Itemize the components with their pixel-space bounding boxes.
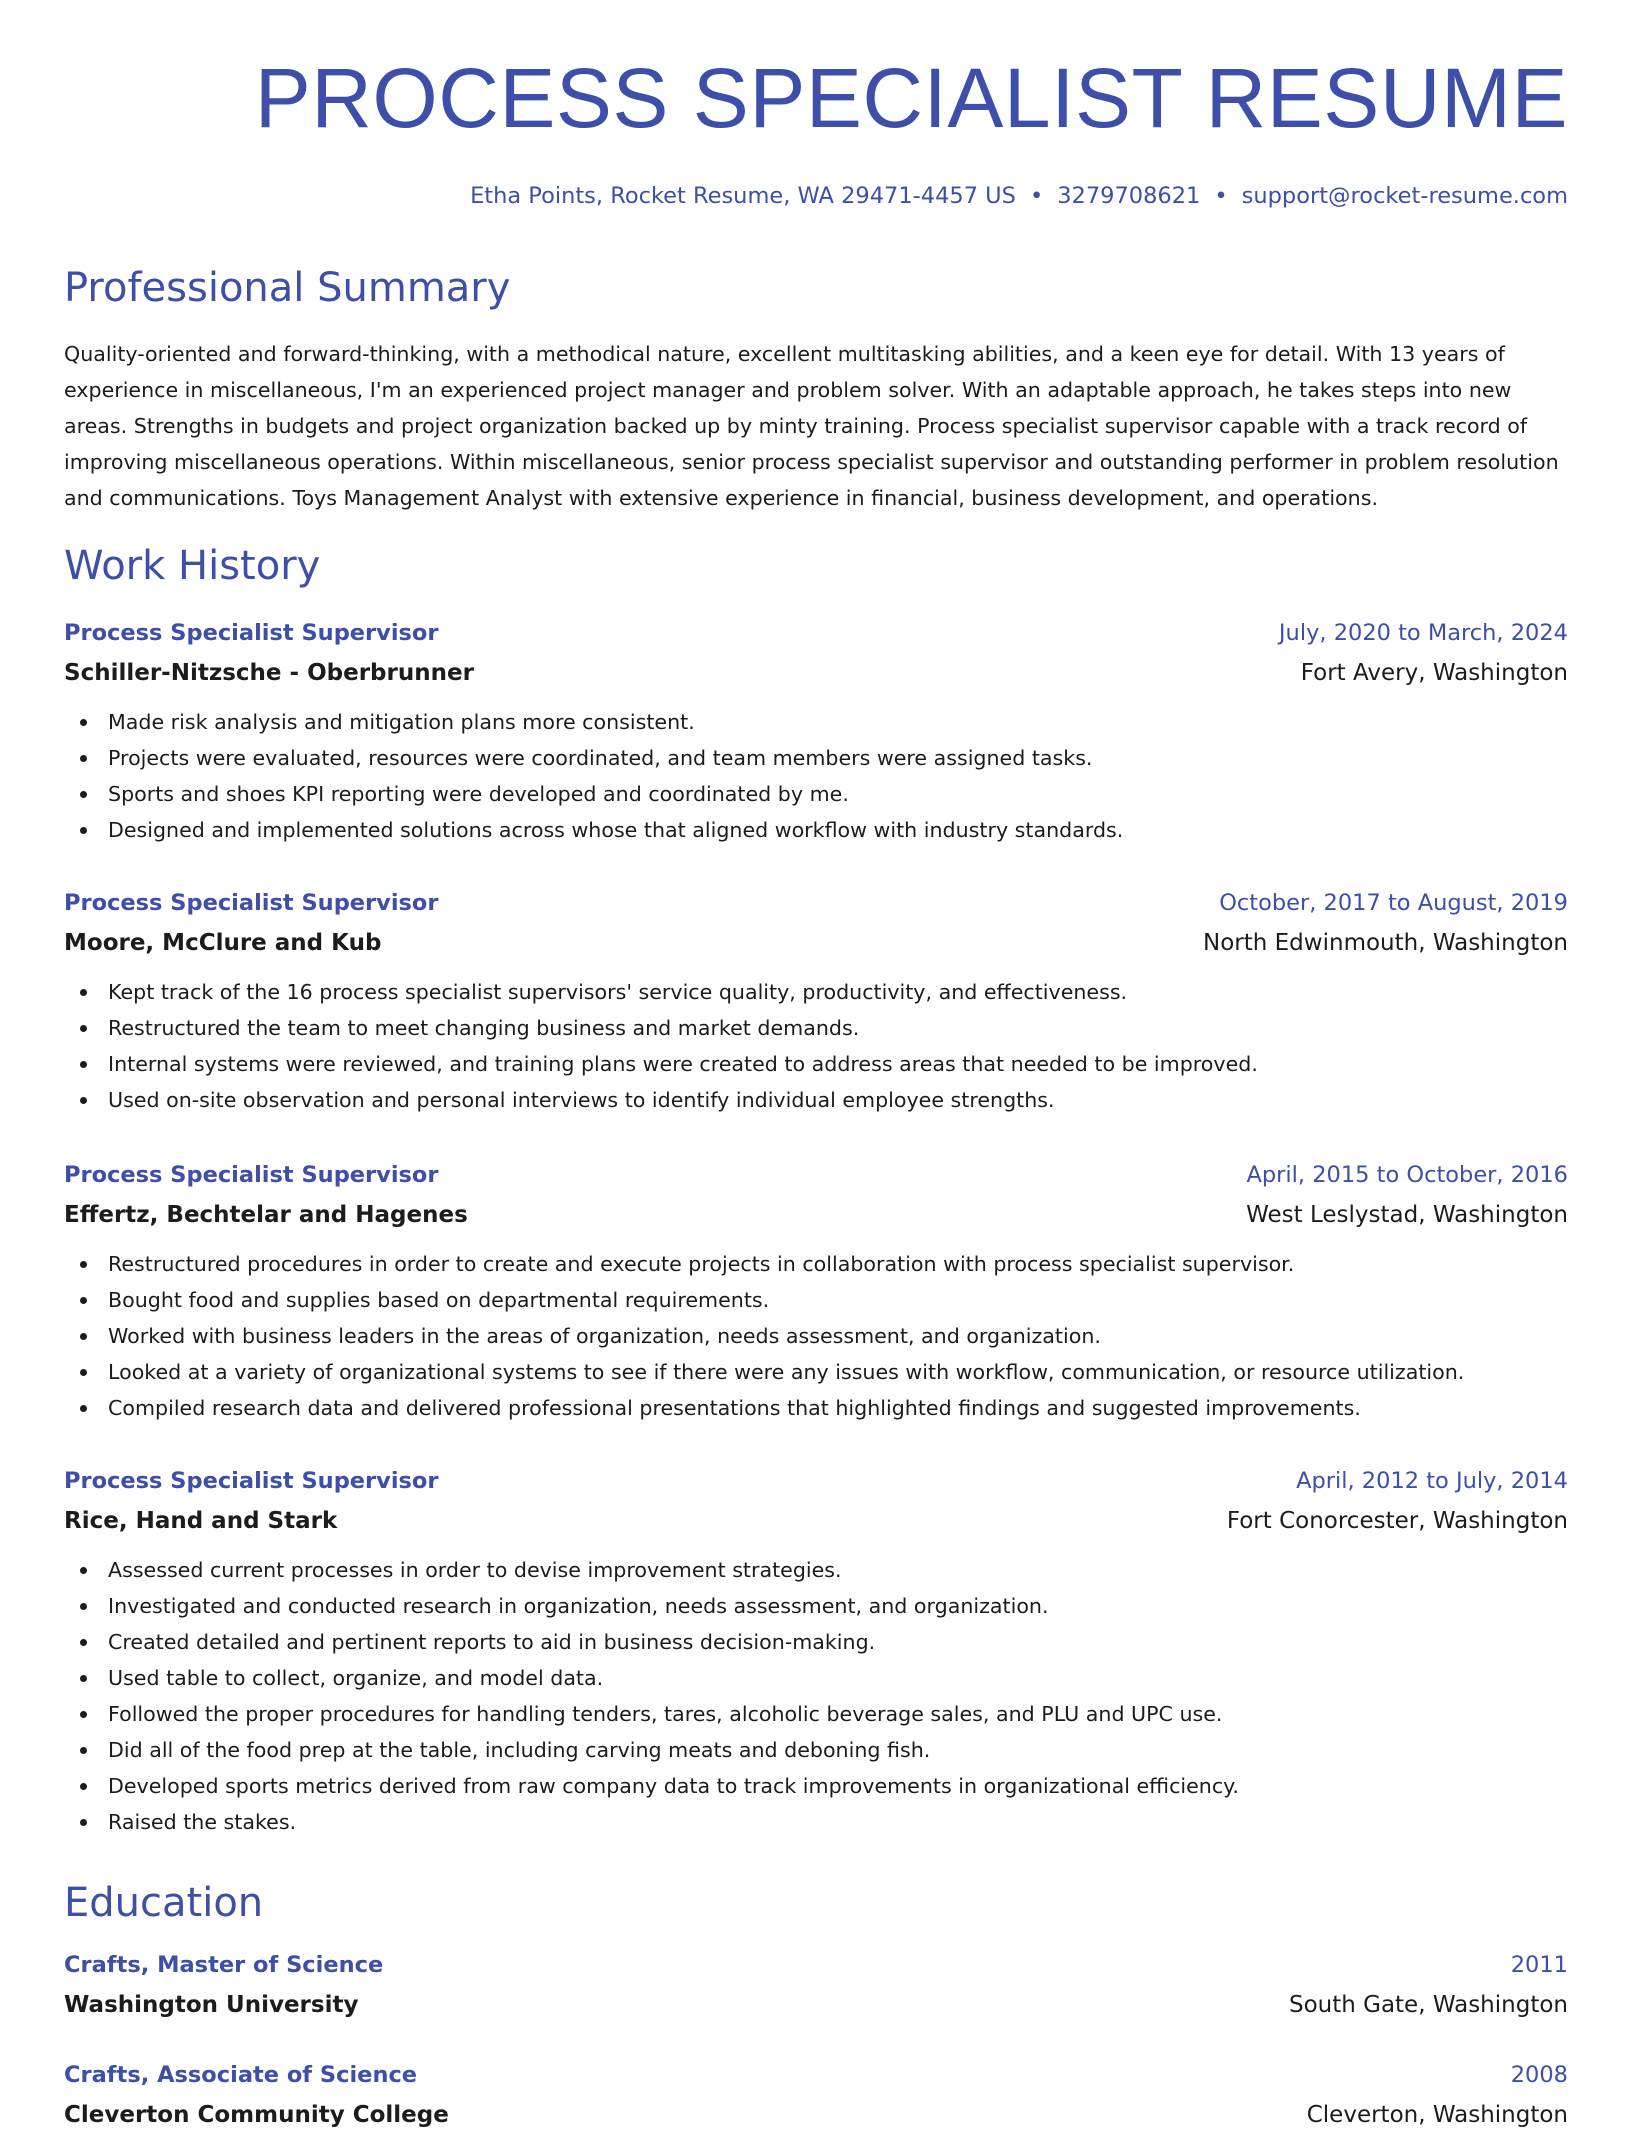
- education-school-row: [64, 2100, 1568, 2130]
- summary-text: Quality-oriented and forward-thinking, with a methodical nature, excellent multitasking abilities, and a keen eye for detail. With 13 years of experience in miscellaneous, I'm an experienced project manager and problem solver. With an adaptable approach, he takes steps into new areas. Strengths in budgets and project organization backed up by minty training. Process specialist supervisor capable with a track record of improving miscellaneous operations. Within miscellaneous, senior process specialist supervisor and outstanding performer in problem resolution and communications. Toys Management Analyst with extensive experience in financial, business development, and operations.: [64, 342, 1559, 510]
- bullet-dot: [80, 1639, 87, 1646]
- job-bullet-text: Investigated and conducted research in organization, needs assessment, and organization.: [108, 1594, 1049, 1618]
- job-bullet-text: Sports and shoes KPI reporting were developed and coordinated by me.: [108, 782, 849, 806]
- education-entry: [64, 2060, 1568, 2130]
- job-entry: [64, 1466, 1568, 1840]
- job-bullet: [64, 1390, 1568, 1426]
- bullet-dot: [80, 827, 87, 834]
- job-bullet: [64, 1046, 1568, 1082]
- bullet-dot: [80, 719, 87, 726]
- job-entry: [64, 888, 1568, 1118]
- job-entry: [64, 1160, 1568, 1426]
- job-bullets: [64, 1552, 1568, 1840]
- job-company: Moore, McClure and Kub: [64, 930, 382, 956]
- education-location: Cleverton, Washington: [1306, 2102, 1568, 2128]
- job-bullet-text: Made risk analysis and mitigation plans more consistent.: [108, 710, 695, 734]
- contact-address: Etha Points, Rocket Resume, WA 29471-4457 US: [470, 183, 1016, 209]
- education-heading: Education: [64, 1880, 264, 1926]
- job-bullet: [64, 1318, 1568, 1354]
- job-bullet-text: Created detailed and pertinent reports to aid in business decision-making.: [108, 1630, 876, 1654]
- job-bullet: [64, 1768, 1568, 1804]
- job-company: Rice, Hand and Stark: [64, 1508, 338, 1534]
- job-company: Effertz, Bechtelar and Hagenes: [64, 1202, 468, 1228]
- job-bullet: [64, 1282, 1568, 1318]
- bullet-dot: [80, 1675, 87, 1682]
- contact-separator: •: [1029, 183, 1044, 209]
- job-bullets: [64, 704, 1568, 848]
- job-company-row: [64, 1506, 1568, 1536]
- bullet-dot: [80, 1061, 87, 1068]
- education-school: Washington University: [64, 1992, 359, 2018]
- bullet-dot: [80, 989, 87, 996]
- job-company-row: [64, 928, 1568, 958]
- bullet-dot: [80, 1567, 87, 1574]
- bullet-dot: [80, 755, 87, 762]
- education-year: 2011: [1510, 1952, 1568, 1978]
- resume-title: PROCESS SPECIALIST RESUME: [254, 51, 1568, 145]
- job-bullet: [64, 1552, 1568, 1588]
- job-location: Fort Conorcester, Washington: [1226, 1508, 1568, 1534]
- job-header-row: [64, 1160, 1568, 1190]
- job-location: West Leslystad, Washington: [1246, 1202, 1568, 1228]
- contact-separator: •: [1214, 183, 1228, 209]
- bullet-dot: [80, 1333, 87, 1340]
- job-company-row: [64, 1200, 1568, 1230]
- job-bullet: [64, 1082, 1568, 1118]
- job-bullet: [64, 1624, 1568, 1660]
- education-degree: Crafts, Master of Science: [64, 1952, 384, 1978]
- education-year: 2008: [1510, 2062, 1568, 2088]
- job-role: Process Specialist Supervisor: [64, 1468, 439, 1494]
- education-header-row: [64, 1950, 1568, 1980]
- bullet-dot: [80, 1405, 87, 1412]
- job-bullet: [64, 1804, 1568, 1840]
- job-bullet-text: Assessed current processes in order to devise improvement strategies.: [108, 1558, 842, 1582]
- job-role: Process Specialist Supervisor: [64, 890, 439, 916]
- education-school: Cleverton Community College: [64, 2102, 449, 2128]
- bullet-dot: [80, 1783, 87, 1790]
- job-bullet: [64, 1660, 1568, 1696]
- job-bullet: [64, 974, 1568, 1010]
- education-location: South Gate, Washington: [1288, 1992, 1568, 2018]
- work-history-heading: Work History: [64, 543, 321, 589]
- job-role: Process Specialist Supervisor: [64, 1162, 439, 1188]
- job-location: Fort Avery, Washington: [1300, 660, 1568, 686]
- summary-heading: Professional Summary: [64, 265, 511, 311]
- bullet-dot: [80, 791, 87, 798]
- job-bullet-text: Worked with business leaders in the areas of organization, needs assessment, and organization.: [108, 1324, 1101, 1348]
- job-dates: July, 2020 to March, 2024: [1278, 620, 1568, 646]
- job-entry: [64, 618, 1568, 848]
- job-bullet-text: Restructured procedures in order to create and execute projects in collaboration with process specialist supervisor.: [108, 1252, 1295, 1276]
- job-bullet-text: Developed sports metrics derived from raw company data to track improvements in organizational efficiency.: [108, 1774, 1239, 1798]
- job-bullets: [64, 974, 1568, 1118]
- job-bullet: [64, 740, 1568, 776]
- bullet-dot: [80, 1369, 87, 1376]
- job-bullet: [64, 812, 1568, 848]
- job-bullet-text: Kept track of the 16 process specialist supervisors' service quality, productivity, and effectiveness.: [108, 980, 1128, 1004]
- job-company-row: [64, 658, 1568, 688]
- education-degree: Crafts, Associate of Science: [64, 2062, 418, 2088]
- bullet-dot: [80, 1097, 87, 1104]
- bullet-dot: [80, 1711, 87, 1718]
- job-bullet: [64, 1588, 1568, 1624]
- job-header-row: [64, 1466, 1568, 1496]
- job-bullet-text: Designed and implemented solutions across whose that aligned workflow with industry standards.: [108, 818, 1124, 842]
- job-dates: April, 2012 to July, 2014: [1296, 1468, 1568, 1494]
- bullet-dot: [80, 1747, 87, 1754]
- bullet-dot: [80, 1025, 87, 1032]
- education-header-row: [64, 2060, 1568, 2090]
- job-bullet: [64, 1354, 1568, 1390]
- job-bullet-text: Internal systems were reviewed, and training plans were created to address areas that needed to be improved.: [108, 1052, 1258, 1076]
- bullet-dot: [80, 1819, 87, 1826]
- job-bullet-text: Compiled research data and delivered professional presentations that highlighted findings and suggested improvements.: [108, 1396, 1361, 1420]
- job-bullet-text: Bought food and supplies based on departmental requirements.: [108, 1288, 770, 1312]
- education-school-row: [64, 1990, 1568, 2020]
- job-role: Process Specialist Supervisor: [64, 620, 439, 646]
- job-dates: April, 2015 to October, 2016: [1246, 1162, 1568, 1188]
- job-header-row: [64, 618, 1568, 648]
- job-bullet: [64, 1010, 1568, 1046]
- contact-phone: 3279708621: [1057, 183, 1201, 209]
- job-dates: October, 2017 to August, 2019: [1219, 890, 1568, 916]
- job-bullet-text: Projects were evaluated, resources were coordinated, and team members were assigned tasks.: [108, 746, 1093, 770]
- job-header-row: [64, 888, 1568, 918]
- job-bullet-text: Raised the stakes.: [108, 1810, 297, 1834]
- job-bullets: [64, 1246, 1568, 1426]
- contact-line: [470, 183, 1568, 209]
- job-bullet-text: Used on-site observation and personal interviews to identify individual employee strengths.: [108, 1088, 1055, 1112]
- bullet-dot: [80, 1261, 87, 1268]
- job-bullet-text: Used table to collect, organize, and model data.: [108, 1666, 604, 1690]
- bullet-dot: [80, 1603, 87, 1610]
- job-bullet: [64, 776, 1568, 812]
- contact-email[interactable]: support@rocket-resume.com: [1241, 183, 1568, 209]
- job-bullet: [64, 704, 1568, 740]
- bullet-dot: [80, 1297, 87, 1304]
- job-company: Schiller-Nitzsche - Oberbrunner: [64, 660, 474, 686]
- job-bullet-text: Restructured the team to meet changing business and market demands.: [108, 1016, 860, 1040]
- job-bullet-text: Followed the proper procedures for handling tenders, tares, alcoholic beverage sales, and PLU and UPC use.: [108, 1702, 1223, 1726]
- job-location: North Edwinmouth, Washington: [1203, 930, 1568, 956]
- job-bullet: [64, 1732, 1568, 1768]
- job-bullet-text: Looked at a variety of organizational systems to see if there were any issues with workflow, communication, or resource utilization.: [108, 1360, 1465, 1384]
- job-bullet: [64, 1696, 1568, 1732]
- job-bullet-text: Did all of the food prep at the table, including carving meats and deboning fish.: [108, 1738, 931, 1762]
- job-bullet: [64, 1246, 1568, 1282]
- education-entry: [64, 1950, 1568, 2020]
